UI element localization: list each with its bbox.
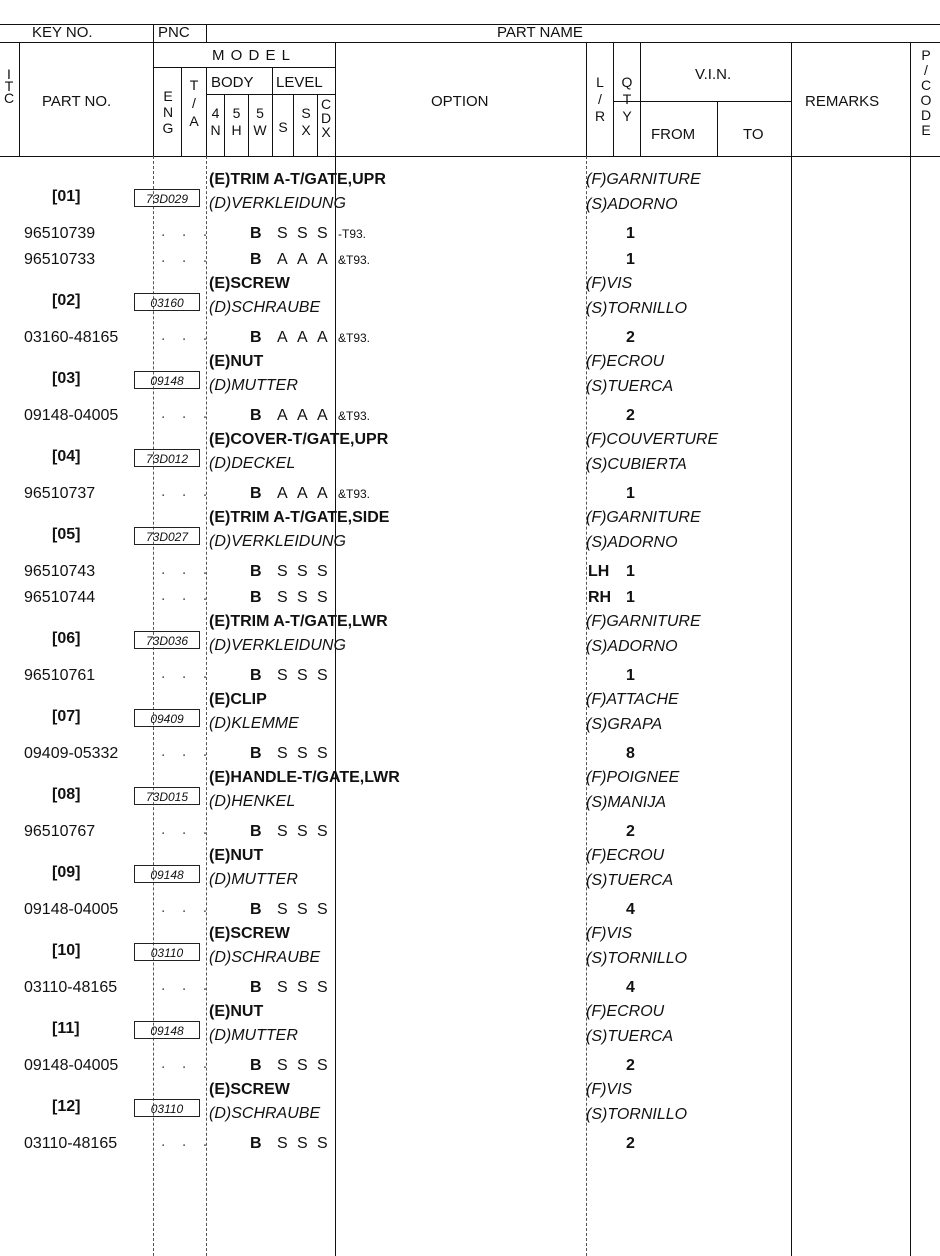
part-name-german: (D)VERKLEIDUNG [209, 637, 346, 654]
part-name-german: (D)SCHRAUBE [209, 299, 321, 316]
itc-header: I T C [3, 66, 15, 106]
part-name-french: (F)GARNITURE [586, 613, 701, 630]
part-number: 96510767 [24, 823, 96, 840]
model-dots: . . . [161, 249, 214, 266]
pnc-code: 09148 [134, 865, 200, 883]
body-code: B [250, 667, 262, 684]
model-dots: . . . [161, 1133, 214, 1150]
part-name-german: (D)MUTTER [209, 1027, 298, 1044]
level-3: A [317, 251, 328, 268]
part-name-german: (D)MUTTER [209, 871, 298, 888]
body-code: B [250, 823, 262, 840]
level-3: S [317, 589, 328, 606]
body-5h-header: 5 H [231, 105, 242, 138]
body-code: B [250, 979, 262, 996]
key-number: [08] [52, 786, 81, 803]
level-2: S [297, 667, 308, 684]
pnc-code: 73D029 [134, 189, 200, 207]
option-header: OPTION [431, 93, 489, 110]
body-code: B [250, 407, 262, 424]
part-name-english: (E)TRIM A-T/GATE,UPR [209, 171, 386, 188]
part-number: 09148-04005 [24, 1057, 119, 1074]
part-name-french: (F)GARNITURE [586, 171, 701, 188]
option-code: &T93. [338, 253, 371, 267]
quantity: 8 [626, 745, 635, 762]
vin-from-header: FROM [651, 126, 696, 143]
part-name-english: (E)HANDLE-T/GATE,LWR [209, 769, 400, 786]
level-2: S [297, 1135, 308, 1152]
body-4-divider [224, 94, 225, 156]
lr-code: RH [588, 589, 612, 606]
part-number: 09409-05332 [24, 745, 119, 762]
quantity: 2 [626, 1057, 635, 1074]
pnc-code: 03110 [134, 1099, 200, 1117]
key-number: [02] [52, 292, 81, 309]
vin-to-header: TO [743, 126, 764, 143]
level-1: A [277, 407, 288, 424]
part-name-french: (F)ECROU [586, 1003, 665, 1020]
part-name-spanish: (S)CUBIERTA [586, 456, 687, 473]
model-dots: . . . [161, 899, 214, 916]
itc-divider [19, 42, 20, 156]
part-name-spanish: (S)ADORNO [586, 196, 678, 213]
pnc-code: 73D015 [134, 787, 200, 805]
model-dots: . . . [161, 327, 214, 344]
part-number: 96510761 [24, 667, 96, 684]
eng-header: E N G [162, 88, 174, 136]
part-name-german: (D)MUTTER [209, 377, 298, 394]
option-code: -T93. [338, 227, 367, 241]
remarks-header: REMARKS [805, 93, 880, 110]
model-dots: . . . [161, 821, 214, 838]
level-sx-header: S X [301, 105, 311, 138]
body-code: B [250, 563, 262, 580]
level-3: A [317, 407, 328, 424]
quantity: 2 [626, 1135, 635, 1152]
level-header: LEVEL [276, 74, 323, 91]
key-number: [11] [52, 1020, 80, 1037]
pnc-code: 73D012 [134, 449, 200, 467]
body-code: B [250, 251, 262, 268]
level-1: S [277, 225, 288, 242]
eng-ta-divider [181, 67, 182, 156]
model-dots: . . . [161, 561, 214, 578]
key-number: [10] [52, 942, 81, 959]
model-dots: . . . [161, 587, 214, 604]
qty-header: Q T Y [621, 74, 633, 124]
key-number: [09] [52, 864, 81, 881]
quantity: 1 [626, 563, 635, 580]
part-name-spanish: (S)ADORNO [586, 534, 678, 551]
level-3: S [317, 979, 328, 996]
part-name-spanish: (S)ADORNO [586, 638, 678, 655]
body-code: B [250, 901, 262, 918]
part-name-spanish: (S)TUERCA [586, 378, 674, 395]
part-number: 09148-04005 [24, 407, 119, 424]
part-name-german: (D)DECKEL [209, 455, 296, 472]
vin-header: V.I.N. [695, 66, 732, 83]
model-dots: . . . [161, 405, 214, 422]
model-column-line [206, 156, 207, 1256]
quantity: 1 [626, 225, 635, 242]
level-3: S [317, 745, 328, 762]
level-2: S [297, 1057, 308, 1074]
part-name-header: PART NAME [497, 24, 583, 41]
model-dots: . . . [161, 743, 214, 760]
model-dots: . . . [161, 223, 214, 240]
part-name-german: (D)SCHRAUBE [209, 949, 321, 966]
level-3: S [317, 823, 328, 840]
remarks-column-line [791, 156, 792, 1256]
part-name-german: (D)KLEMME [209, 715, 299, 732]
part-name-spanish: (S)GRAPA [586, 716, 663, 733]
part-name-german: (D)SCHRAUBE [209, 1105, 321, 1122]
level-1: S [277, 1057, 288, 1074]
level-3: A [317, 485, 328, 502]
header-rule-1 [0, 24, 940, 25]
body-code: B [250, 1057, 262, 1074]
part-name-spanish: (S)TORNILLO [586, 950, 688, 967]
level-3: S [317, 1057, 328, 1074]
body-code: B [250, 225, 262, 242]
level-cdx-header: C D X [320, 96, 332, 140]
part-name-spanish: (S)TUERCA [586, 872, 674, 889]
part-name-spanish: (S)TORNILLO [586, 300, 688, 317]
body-code: B [250, 745, 262, 762]
model-option-divider [335, 42, 336, 156]
level-1: S [277, 589, 288, 606]
part-number: 03110-48165 [24, 1135, 118, 1152]
level-1: S [277, 1135, 288, 1152]
key-number: [05] [52, 526, 81, 543]
pnc-code: 03160 [134, 293, 200, 311]
level-3: S [317, 667, 328, 684]
quantity: 1 [626, 485, 635, 502]
level-3: S [317, 225, 328, 242]
level-3: S [317, 901, 328, 918]
model-dots: . . . [161, 977, 214, 994]
model-dots: . . . [161, 665, 214, 682]
quantity: 1 [626, 251, 635, 268]
part-name-english: (E)COVER-T/GATE,UPR [209, 431, 389, 448]
level-2: A [297, 251, 308, 268]
ta-header: T / A [189, 77, 199, 129]
part-name-english: (E)SCREW [209, 1081, 290, 1098]
part-name-english: (E)NUT [209, 847, 264, 864]
level-1: A [277, 329, 288, 346]
level-2: A [297, 407, 308, 424]
quantity: 4 [626, 979, 635, 996]
part-name-french: (F)VIS [586, 925, 633, 942]
body-4n-header: 4 N [210, 105, 221, 138]
key-number: [12] [52, 1098, 81, 1115]
pnc-column-line [153, 156, 154, 1256]
key-number: [03] [52, 370, 81, 387]
level-3: A [317, 329, 328, 346]
part-name-spanish: (S)TORNILLO [586, 1106, 688, 1123]
level-2: S [297, 225, 308, 242]
part-number: 96510743 [24, 563, 96, 580]
lr-qty-divider [613, 42, 614, 156]
pnc-code: 73D027 [134, 527, 200, 545]
part-number: 96510744 [24, 589, 96, 606]
header-rule-bottom [0, 156, 940, 157]
lr-code: LH [588, 563, 610, 580]
part-name-french: (F)COUVERTURE [586, 431, 719, 448]
pnc-code: 09148 [134, 371, 200, 389]
level-2: A [297, 329, 308, 346]
part-name-german: (D)VERKLEIDUNG [209, 195, 346, 212]
level-3: S [317, 1135, 328, 1152]
part-name-french: (F)POIGNEE [586, 769, 680, 786]
part-name-german: (D)HENKEL [209, 793, 296, 810]
pnc-code: 03110 [134, 943, 200, 961]
quantity: 2 [626, 407, 635, 424]
part-name-german: (D)VERKLEIDUNG [209, 533, 346, 550]
part-name-french: (F)ECROU [586, 847, 665, 864]
part-name-english: (E)SCREW [209, 275, 290, 292]
level-2: S [297, 823, 308, 840]
body-header: BODY [211, 74, 254, 91]
body-level-rule [206, 94, 335, 95]
body-code: B [250, 1135, 262, 1152]
part-name-spanish: (S)TUERCA [586, 1028, 674, 1045]
level-1: S [277, 745, 288, 762]
level-2: S [297, 901, 308, 918]
key-number: [04] [52, 448, 81, 465]
option-lr-divider [586, 42, 587, 156]
lr-header: L / R [594, 74, 606, 124]
pnc-code: 09409 [134, 709, 200, 727]
level-2: S [297, 563, 308, 580]
vin-remarks-divider [791, 42, 792, 156]
body-code: B [250, 589, 262, 606]
model-dots: . . . [161, 483, 214, 500]
part-number: 03110-48165 [24, 979, 118, 996]
part-name-english: (E)CLIP [209, 691, 267, 708]
part-number: 09148-04005 [24, 901, 119, 918]
level-1: A [277, 485, 288, 502]
part-no-header: PART NO. [42, 93, 112, 110]
key-number: [06] [52, 630, 81, 647]
qty-vin-divider [640, 42, 641, 156]
level-s-divider [293, 94, 294, 156]
remarks-pcode-divider [910, 42, 911, 156]
level-1: S [277, 979, 288, 996]
body-code: B [250, 329, 262, 346]
header-rule-2 [0, 42, 940, 43]
model-dots: . . . [161, 1055, 214, 1072]
pcode-column-line [910, 156, 911, 1256]
pcode-header: P / C O D E [920, 47, 932, 138]
pnc-code: 09148 [134, 1021, 200, 1039]
level-2: S [297, 589, 308, 606]
key-no-header: KEY NO. [32, 24, 93, 41]
part-name-english: (E)NUT [209, 1003, 264, 1020]
pnc-divider-right [206, 24, 207, 42]
part-name-french: (F)ATTACHE [586, 691, 679, 708]
quantity: 2 [626, 329, 635, 346]
level-2: S [297, 745, 308, 762]
part-name-french: (F)VIS [586, 1081, 633, 1098]
level-1: S [277, 563, 288, 580]
key-number: [01] [52, 188, 81, 205]
part-number: 03160-48165 [24, 329, 119, 346]
level-3: S [317, 563, 328, 580]
option-column-line [335, 156, 336, 1256]
body-level-divider [272, 67, 273, 156]
quantity: 2 [626, 823, 635, 840]
from-to-divider [717, 101, 718, 156]
body-code: B [250, 485, 262, 502]
quantity: 4 [626, 901, 635, 918]
part-number: 96510737 [24, 485, 96, 502]
part-number: 96510739 [24, 225, 96, 242]
body-5w-header: 5 W [253, 105, 267, 138]
part-name-french: (F)ECROU [586, 353, 665, 370]
pnc-divider-left [153, 24, 154, 156]
level-1: S [277, 823, 288, 840]
part-name-english: (E)TRIM A-T/GATE,LWR [209, 613, 388, 630]
level-1: A [277, 251, 288, 268]
level-s-header: S [278, 119, 288, 135]
level-2: A [297, 485, 308, 502]
option-code: &T93. [338, 331, 371, 345]
option-code: &T93. [338, 409, 371, 423]
part-name-french: (F)GARNITURE [586, 509, 701, 526]
quantity: 1 [626, 667, 635, 684]
part-name-english: (E)TRIM A-T/GATE,SIDE [209, 509, 390, 526]
option-code: &T93. [338, 487, 371, 501]
quantity: 1 [626, 589, 635, 606]
level-1: S [277, 901, 288, 918]
part-name-french: (F)VIS [586, 275, 633, 292]
key-number: [07] [52, 708, 81, 725]
level-1: S [277, 667, 288, 684]
part-name-english: (E)NUT [209, 353, 264, 370]
part-name-spanish: (S)MANIJA [586, 794, 666, 811]
pnc-header: PNC [158, 24, 190, 41]
level-2: S [297, 979, 308, 996]
part-name-english: (E)SCREW [209, 925, 290, 942]
pnc-code: 73D036 [134, 631, 200, 649]
model-header: M O D E L [212, 47, 292, 64]
part-number: 96510733 [24, 251, 96, 268]
